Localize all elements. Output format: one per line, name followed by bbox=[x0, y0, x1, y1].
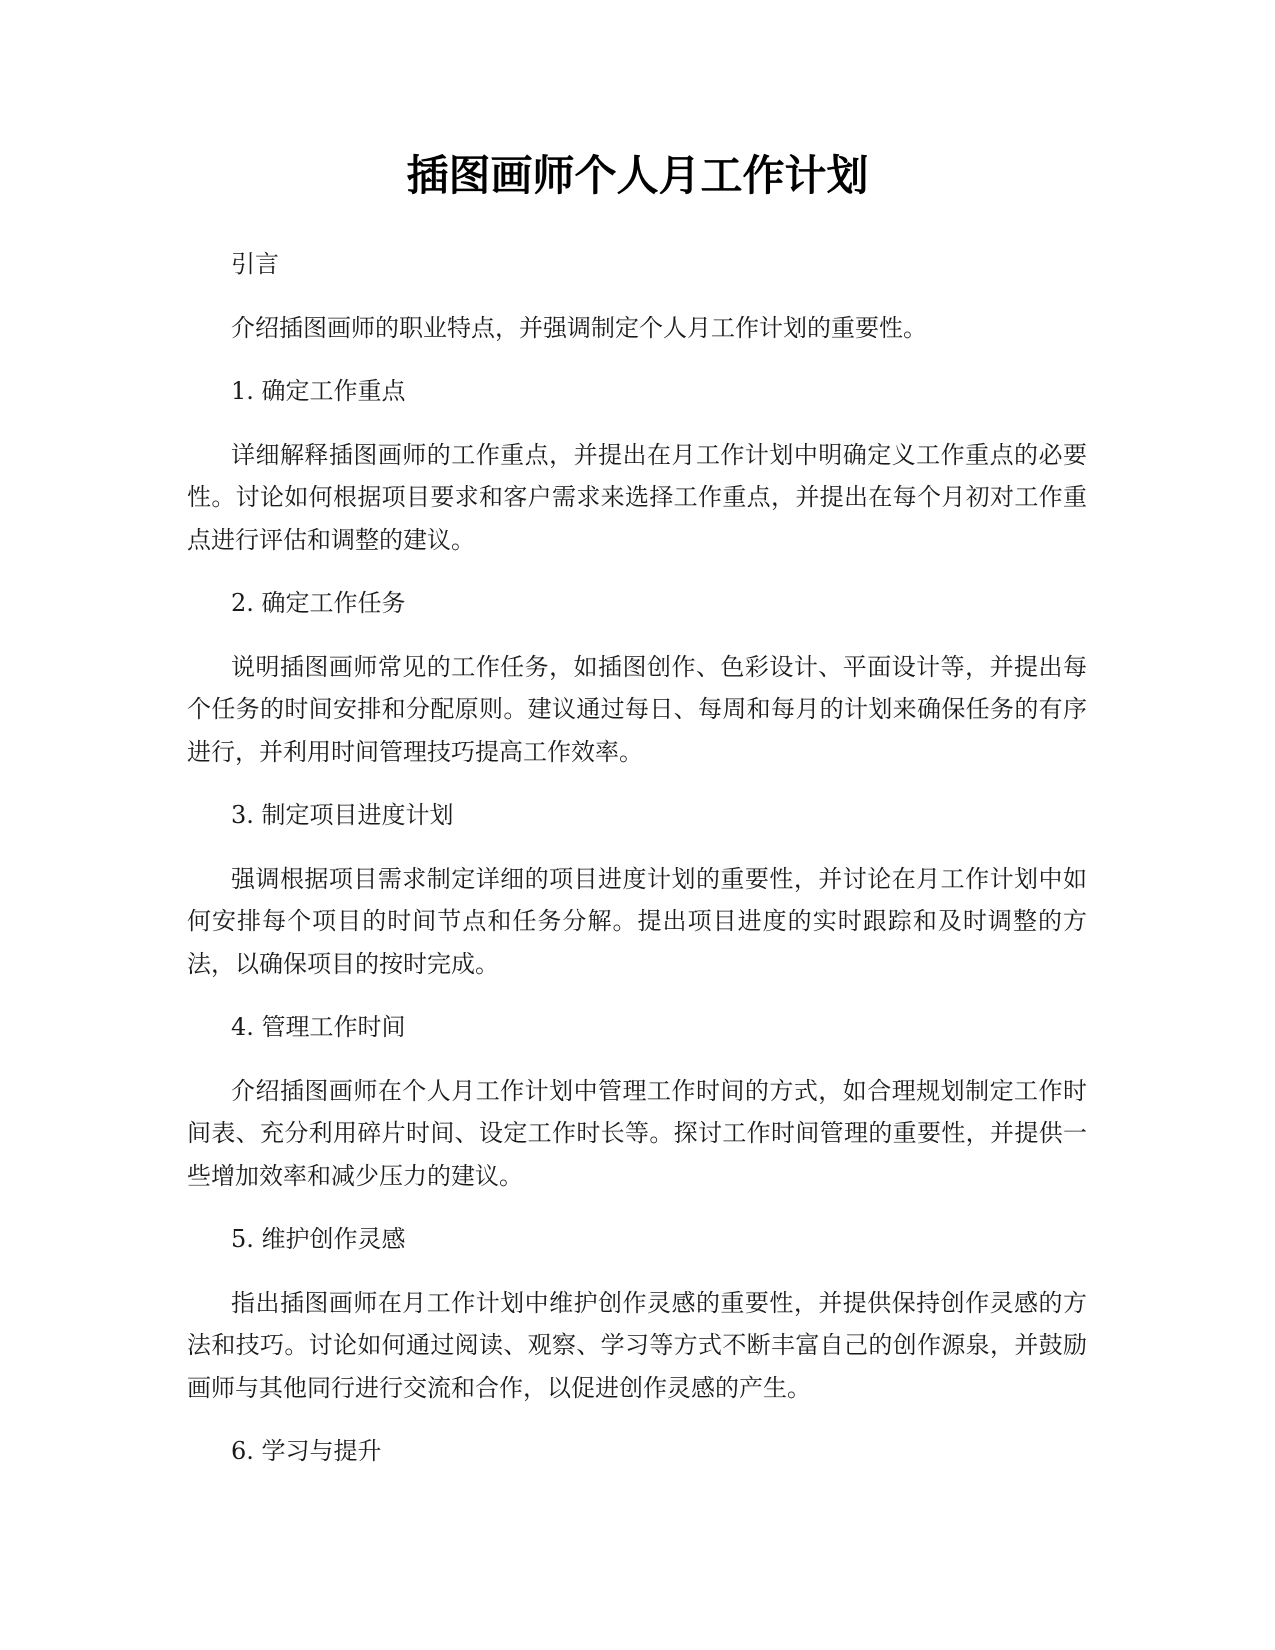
section-3-heading: 3. 制定项目进度计划 bbox=[231, 801, 454, 829]
section-1-heading: 1. 确定工作重点 bbox=[231, 377, 406, 405]
intro-heading: 引言 bbox=[231, 250, 279, 278]
section-6-heading: 6. 学习与提升 bbox=[231, 1437, 382, 1465]
section-4-heading: 4. 管理工作时间 bbox=[231, 1013, 406, 1041]
section-2-heading: 2. 确定工作任务 bbox=[231, 589, 406, 617]
section-1-paragraph: 详细解释插图画师的工作重点，并提出在月工作计划中明确定义工作重点的必要性。讨论如何根据项目要求和客户需求来选择工作重点，并提出在每个月初对工作重点进行评估和调整的建议。 bbox=[187, 440, 1087, 554]
section-3-paragraph: 强调根据项目需求制定详细的项目进度计划的重要性，并讨论在月工作计划中如何安排每个项目的时间节点和任务分解。提出项目进度的实时跟踪和及时调整的方法，以确保项目的按时完成。 bbox=[187, 864, 1087, 978]
document-title: 插图画师个人月工作计划 bbox=[406, 151, 869, 200]
section-4-paragraph: 介绍插图画师在个人月工作计划中管理工作时间的方式，如合理规划制定工作时间表、充分利用碎片时间、设定工作时长等。探讨工作时间管理的重要性，并提供一些增加效率和减少压力的建议。 bbox=[187, 1076, 1087, 1190]
intro-paragraph: 介绍插图画师的职业特点，并强调制定个人月工作计划的重要性。 bbox=[231, 313, 927, 342]
section-2-paragraph: 说明插图画师常见的工作任务，如插图创作、色彩设计、平面设计等，并提出每个任务的时间安排和分配原则。建议通过每日、每周和每月的计划来确保任务的有序进行，并利用时间管理技巧提高工作效率。 bbox=[187, 652, 1087, 766]
section-5-heading: 5. 维护创作灵感 bbox=[231, 1225, 406, 1253]
section-5-paragraph: 指出插图画师在月工作计划中维护创作灵感的重要性，并提供保持创作灵感的方法和技巧。讨论如何通过阅读、观察、学习等方式不断丰富自己的创作源泉，并鼓励画师与其他同行进行交流和合作，以促进创作灵感的产生。 bbox=[187, 1288, 1087, 1402]
document-body bbox=[187, 243, 1087, 1473]
